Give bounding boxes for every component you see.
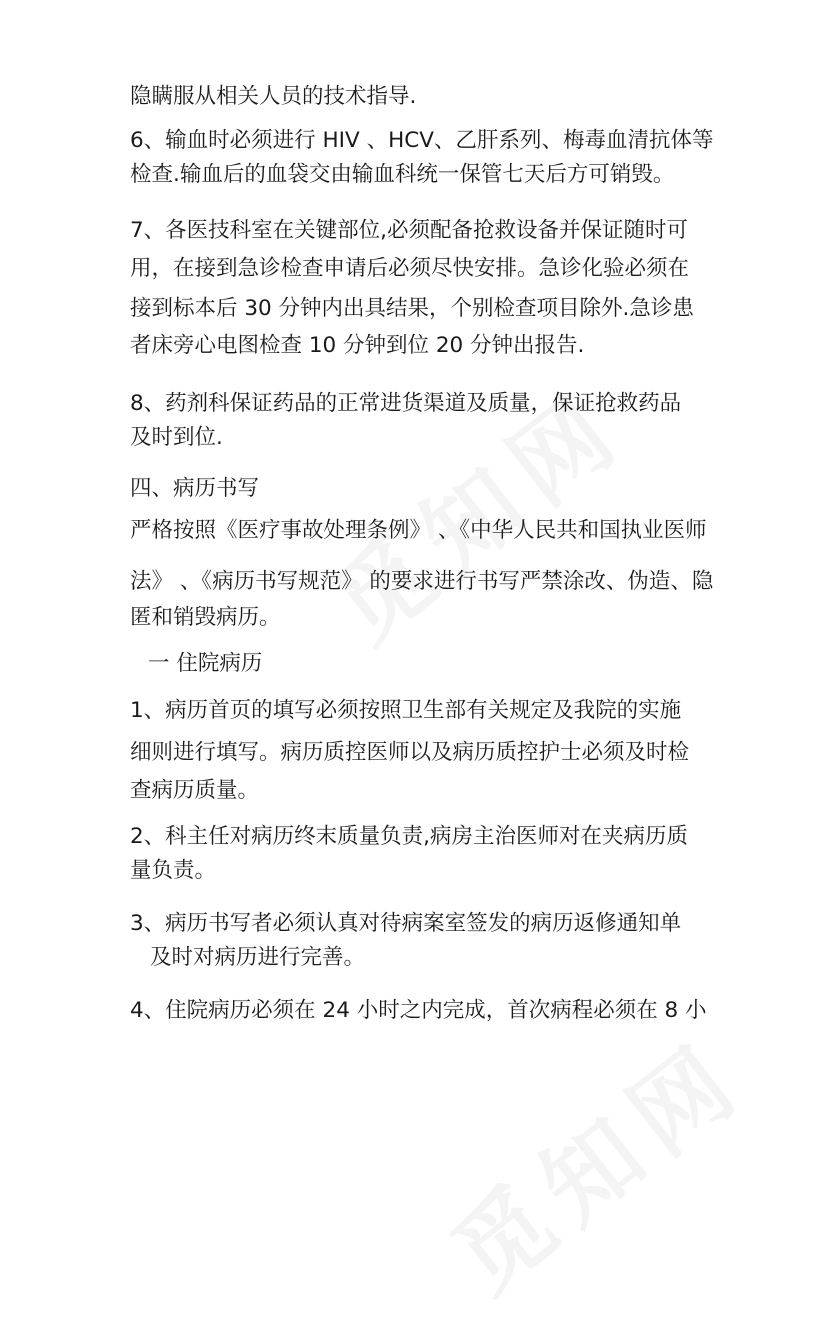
text-line-15: 1、病历首页的填写必须按照卫生部有关规定及我院的实施 bbox=[130, 698, 682, 723]
text-line-11: 严格按照《医疗事故处理条例》 、《中华人民共和国执业医师 bbox=[130, 518, 707, 543]
text-line-18: 2、科主任对病历终末质量负责,病房主治医师对在夹病历质 bbox=[130, 824, 689, 849]
text-line-16: 细则进行填写。病历质控医师以及病历质控护士必须及时检 bbox=[130, 740, 690, 765]
subsection-heading-inpatient-records: 一 住院病历 bbox=[148, 651, 263, 676]
text-line-5: 用，在接到急诊检查申请后必须尽快安排。急诊化验必须在 bbox=[130, 256, 690, 281]
text-line-19: 量负责。 bbox=[130, 858, 217, 883]
text-line-12: 法》 、《病历书写规范》 的要求进行书写严禁涂改、伪造、隐 bbox=[130, 569, 714, 594]
text-line-13: 匿和销毁病历。 bbox=[130, 605, 281, 630]
text-line-3: 检查.输血后的血袋交由输血科统一保管七天后方可销毁。 bbox=[130, 162, 675, 187]
section-heading-medical-records: 四、病历书写 bbox=[130, 476, 260, 501]
watermark-lower bbox=[420, 1003, 769, 1318]
text-line-22: 4、住院病历必须在 24 小时之内完成，首次病程必须在 8 小 bbox=[130, 998, 707, 1023]
text-line-17: 查病历质量。 bbox=[130, 778, 260, 803]
text-line-2: 6、输血时必须进行 HIV 、HCV、乙肝系列、梅毒血清抗体等 bbox=[130, 128, 714, 153]
text-line-21: 及时对病历进行完善。 bbox=[150, 945, 366, 970]
text-line-7: 者床旁心电图检查 10 分钟到位 20 分钟出报告. bbox=[130, 333, 585, 358]
text-line-8: 8、药剂科保证药品的正常进货渠道及质量，保证抢救药品 bbox=[130, 391, 682, 416]
text-line-1: 隐瞒服从相关人员的技术指导. bbox=[130, 84, 417, 109]
text-line-9: 及时到位. bbox=[130, 425, 223, 450]
text-line-6: 接到标本后 30 分钟内出具结果，个别检查项目除外.急诊患 bbox=[130, 296, 694, 321]
text-line-20: 3、病历书写者必须认真对待病案室签发的病历返修通知单 bbox=[130, 911, 682, 936]
text-line-4: 7、各医技科室在关键部位,必须配备抢救设备并保证随时可 bbox=[130, 218, 689, 243]
